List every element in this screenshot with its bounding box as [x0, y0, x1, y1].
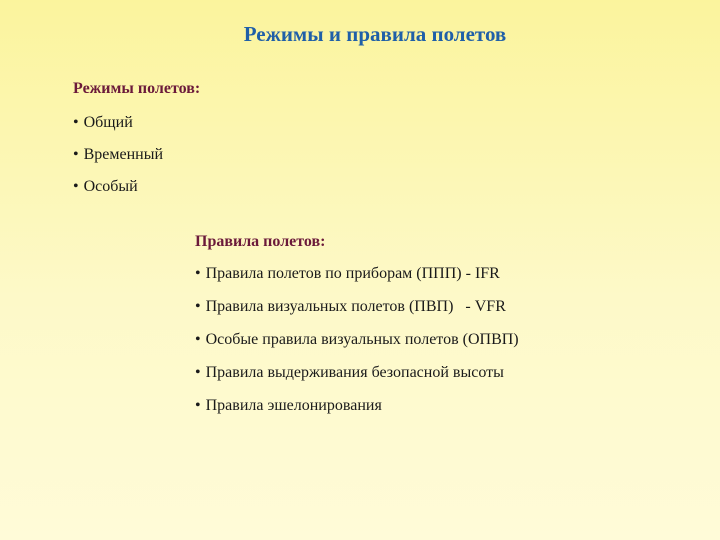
- list-item-text: Правила визуальных полетов (ПВП) - VFR: [205, 298, 506, 315]
- list-item-text: Правила выдерживания безопасной высоты: [205, 364, 504, 381]
- bullet-icon: •: [195, 331, 201, 348]
- flight-modes-heading: Режимы полетов:: [73, 80, 201, 97]
- list-item-text: Временный: [83, 146, 164, 163]
- flight-modes-section: [73, 79, 200, 209]
- list-item-text: Правила эшелонирования: [205, 397, 382, 414]
- flight-rules-list: [195, 264, 519, 429]
- bullet-icon: •: [195, 265, 201, 282]
- flight-modes-list: [73, 113, 200, 209]
- list-item: [195, 396, 519, 429]
- bullet-icon: •: [73, 178, 79, 195]
- list-item-text: Общий: [83, 114, 133, 131]
- bullet-icon: •: [73, 146, 79, 163]
- bullet-icon: •: [195, 298, 201, 315]
- list-item: [73, 113, 200, 145]
- bullet-icon: •: [73, 114, 79, 131]
- flight-rules-heading: Правила полетов:: [195, 233, 326, 250]
- list-item: [195, 363, 519, 396]
- flight-rules-section: [195, 232, 519, 429]
- list-item: [73, 145, 200, 177]
- bullet-icon: •: [195, 364, 201, 381]
- list-item-text: Особый: [83, 178, 138, 195]
- list-item: [195, 330, 519, 363]
- list-item: [73, 177, 200, 209]
- list-item-text: Особые правила визуальных полетов (ОПВП): [205, 331, 519, 348]
- list-item: [195, 297, 519, 330]
- list-item-text: Правила полетов по приборам (ППП) - IFR: [205, 265, 500, 282]
- list-item: [195, 264, 519, 297]
- slide-title: Режимы и правила полетов: [243, 22, 507, 46]
- bullet-icon: •: [195, 397, 201, 414]
